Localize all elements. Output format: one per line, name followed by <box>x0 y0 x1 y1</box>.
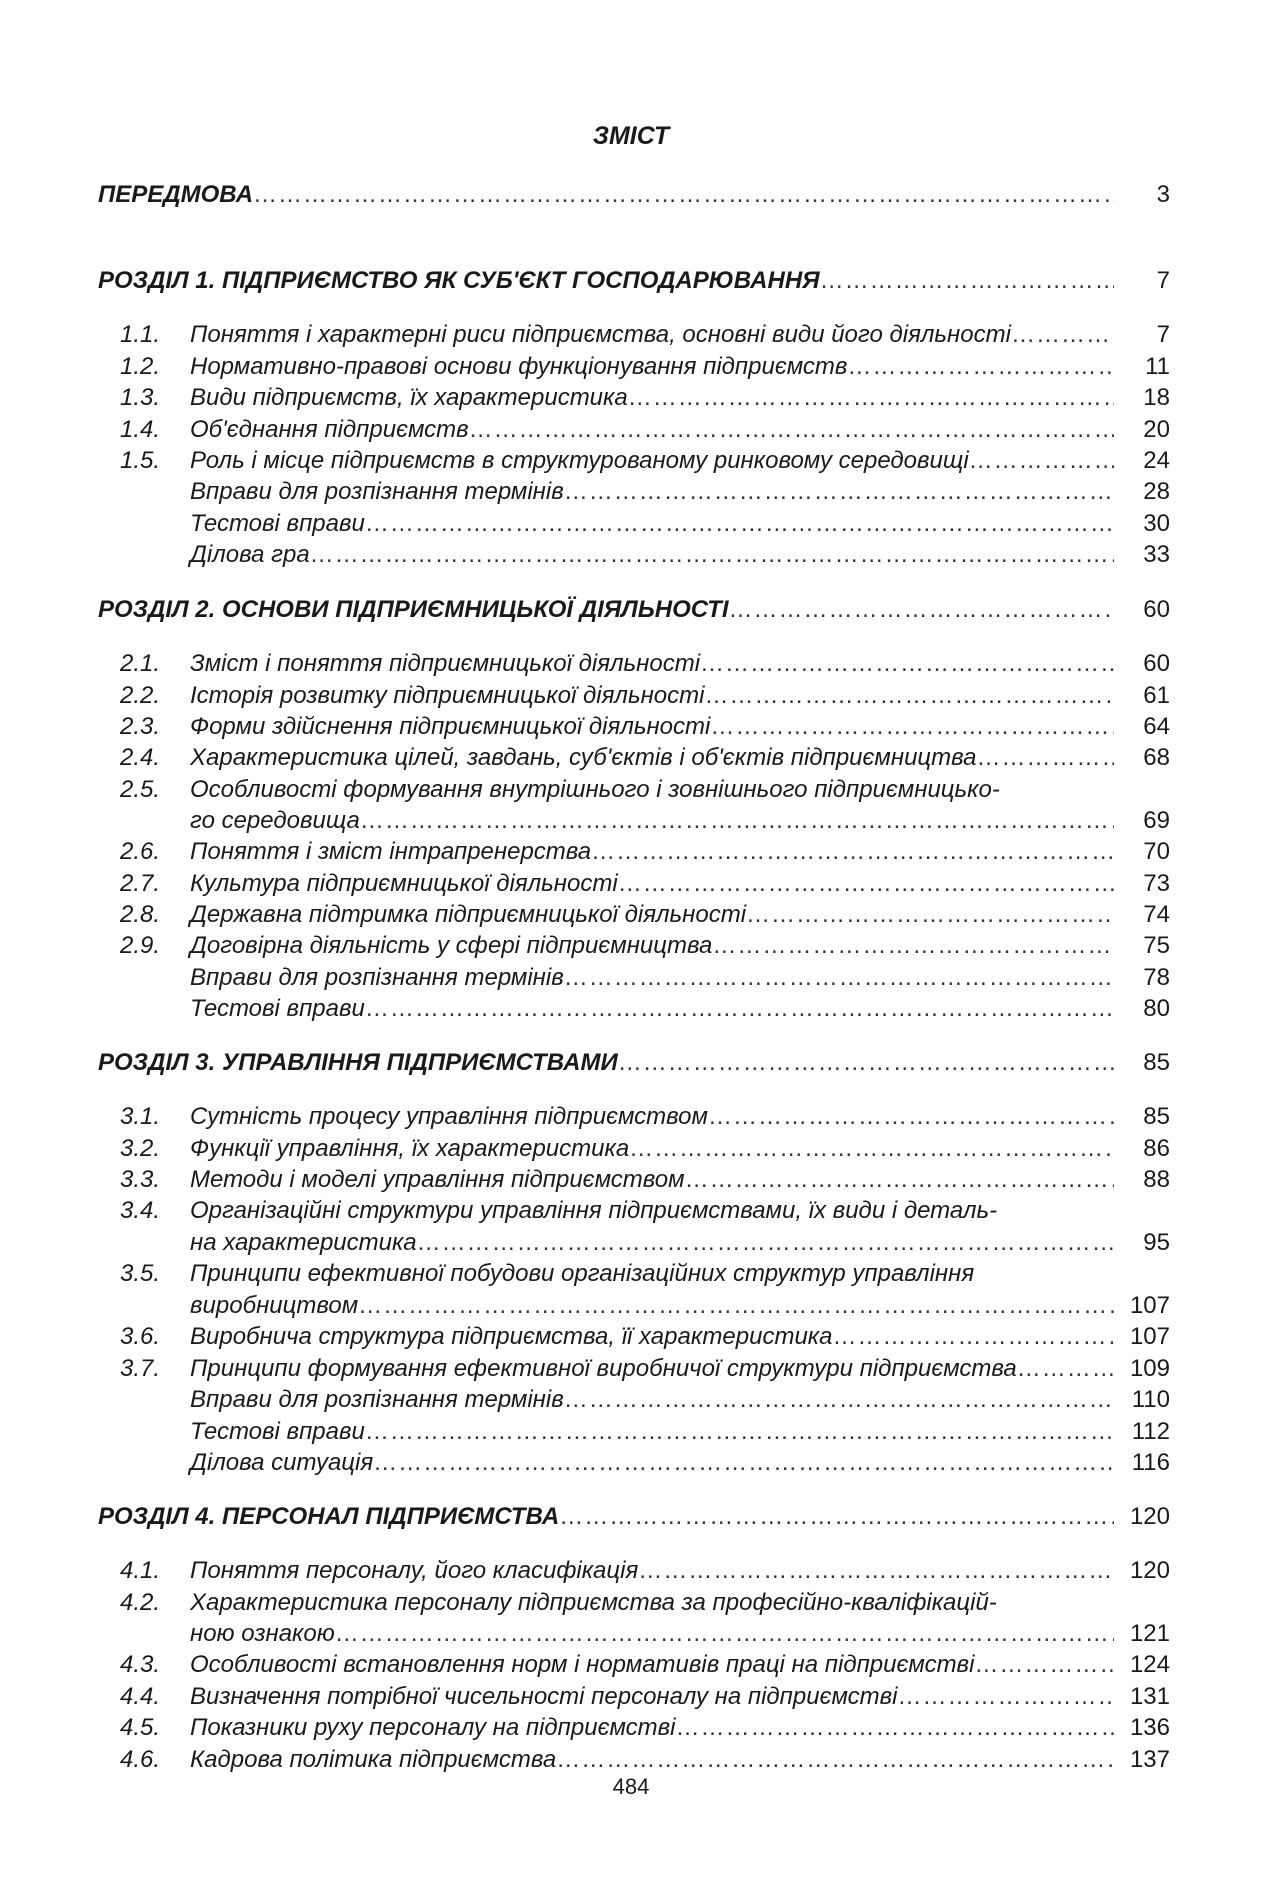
toc-entry-title: Роль і місце підприємств в структурованому ринковому середовищі <box>190 447 969 474</box>
toc-entry-page: 3 <box>1156 181 1170 208</box>
toc-entry-title: Особливості формування внутрішнього і зовнішнього підприємницько- <box>190 776 1000 803</box>
dot-leader <box>976 742 1114 773</box>
dot-leader <box>559 1501 1114 1532</box>
dot-leader <box>628 382 1114 413</box>
page-number: 484 <box>612 1774 650 1799</box>
dot-leader <box>629 1133 1114 1164</box>
dot-leader <box>618 868 1114 899</box>
toc-entry-page: 116 <box>1131 1449 1170 1476</box>
toc-entry-number: 1.2. <box>120 353 161 380</box>
toc-entry-title: Тестові вправи <box>190 510 365 537</box>
dot-leader <box>591 836 1114 867</box>
toc-entry-number: 4.1. <box>120 1557 161 1584</box>
toc-entry-title: РОЗДІЛ 1. ПІДПРИЄМСТВО ЯК СУБ'ЄКТ ГОСПОДАРЮВАННЯ <box>98 267 820 294</box>
toc-entry-page: 61 <box>1143 682 1170 709</box>
toc-entry-title: Методи і моделі управління підприємством <box>190 1166 685 1193</box>
toc-entry-title: Ділова гра <box>190 541 310 568</box>
toc-entry-number: 2.5. <box>120 776 161 803</box>
toc-entry-title: Поняття і зміст інтрапренерства <box>190 838 592 865</box>
toc-entry-title: на характеристика <box>190 1229 417 1256</box>
toc-entry-number: 1.1. <box>120 321 161 348</box>
dot-leader <box>253 179 1114 210</box>
toc-entry-number: 3.7. <box>120 1355 161 1382</box>
toc-entry-title: Культура підприємницької діяльності <box>190 870 618 897</box>
toc-entry-title: Види підприємств, їх характеристика <box>190 384 628 411</box>
dot-leader <box>685 1164 1114 1195</box>
dot-leader <box>1017 1353 1114 1384</box>
dot-leader <box>1011 319 1114 350</box>
toc-entry-page: 68 <box>1143 744 1170 771</box>
toc-entry-title: Функції управління, їх характеристика <box>190 1135 630 1162</box>
toc-entry-title: Тестові вправи <box>190 1418 365 1445</box>
dot-leader <box>556 1744 1114 1775</box>
toc-entry-title: Кадрова політика підприємства <box>190 1746 557 1773</box>
toc-entry-page: 121 <box>1129 1620 1170 1647</box>
toc-entry-page: 69 <box>1143 807 1170 834</box>
toc-entry-number: 3.4. <box>120 1197 161 1224</box>
dot-leader <box>746 899 1114 930</box>
toc-entry-title: Вправи для розпізнання термінів <box>190 1386 564 1413</box>
toc-entry-title: Історія розвитку підприємницької діяльності <box>190 682 705 709</box>
toc-entry-title: Зміст і поняття підприємницької діяльності <box>190 650 701 677</box>
toc-entry-page: 136 <box>1129 1714 1170 1741</box>
toc-entry-title: Сутність процесу управління підприємством <box>190 1103 708 1130</box>
toc-entry-page: 73 <box>1143 870 1170 897</box>
toc-entry-page: 131 <box>1129 1683 1170 1710</box>
toc-entry-title: Об'єднання підприємств <box>190 416 469 443</box>
toc-entry-title: Вправи для розпізнання термінів <box>190 964 564 991</box>
dot-leader <box>564 476 1114 507</box>
toc-entry-title: ною ознакою <box>190 1620 335 1647</box>
toc-entry-page: 107 <box>1129 1292 1170 1319</box>
toc-entry-title: Організаційні структури управління підприємствами, їх види і деталь- <box>190 1197 998 1224</box>
toc-entry-number: 2.2. <box>120 682 161 709</box>
toc-entry-title: Принципи ефективної побудови організаційних структур управління <box>190 1260 975 1287</box>
dot-leader <box>832 1321 1114 1352</box>
toc-entry-page: 7 <box>1156 267 1170 294</box>
toc-entry-page: 124 <box>1129 1651 1170 1678</box>
toc-entry-title: виробництвом <box>190 1292 359 1319</box>
toc-entry-page: 60 <box>1143 650 1170 677</box>
toc-entry-page: 30 <box>1143 510 1170 537</box>
toc-entry-page: 120 <box>1129 1557 1170 1584</box>
toc-entry-title: Нормативно-правові основи функціонування підприємств <box>190 353 848 380</box>
toc-entry-number: 2.8. <box>120 901 161 928</box>
toc-entry-page: 24 <box>1143 447 1170 474</box>
toc-entry-page: 74 <box>1143 901 1170 928</box>
toc-entry-title: Характеристика персоналу підприємства за професійно-кваліфікацій- <box>190 1589 997 1616</box>
toc-entry-page: 95 <box>1143 1229 1170 1256</box>
dot-leader <box>365 508 1114 539</box>
toc-entry-page: 120 <box>1129 1503 1170 1530</box>
toc-entry-number: 4.4. <box>120 1683 161 1710</box>
dot-leader <box>820 265 1114 296</box>
toc-entry-title: РОЗДІЛ 2. ОСНОВИ ПІДПРИЄМНИЦЬКОЇ ДІЯЛЬНОСТІ <box>98 596 729 623</box>
toc-entry-number: 2.6. <box>120 838 161 865</box>
dot-leader <box>564 1384 1114 1415</box>
dot-leader <box>974 1649 1114 1680</box>
toc-entry-number: 2.3. <box>120 713 161 740</box>
dot-leader <box>676 1712 1115 1743</box>
toc-entry-title: Договірна діяльність у сфері підприємництва <box>190 932 713 959</box>
dot-leader <box>365 1416 1114 1447</box>
toc-entry-page: 107 <box>1129 1323 1170 1350</box>
dot-leader <box>335 1618 1114 1649</box>
dot-leader <box>417 1227 1114 1258</box>
toc-entry-page: 7 <box>1156 321 1170 348</box>
toc-entry-title: Визначення потрібної чисельності персоналу на підприємстві <box>190 1683 898 1710</box>
toc-entry-number: 3.2. <box>120 1135 161 1162</box>
toc-entry-number: 3.6. <box>120 1323 161 1350</box>
dot-leader <box>712 930 1114 961</box>
dot-leader <box>704 680 1114 711</box>
toc-entry-page: 33 <box>1143 541 1170 568</box>
dot-leader <box>564 962 1114 993</box>
toc-entry-page: 75 <box>1143 932 1170 959</box>
toc-entry-title: го середовища <box>190 807 360 834</box>
toc-entry-page: 20 <box>1143 416 1170 443</box>
dot-leader <box>847 351 1114 382</box>
toc-entry-page: 64 <box>1143 713 1170 740</box>
table-of-contents <box>98 0 1170 1889</box>
dot-leader <box>728 594 1114 625</box>
toc-entry-number: 2.7. <box>120 870 161 897</box>
toc-entry-page: 88 <box>1143 1166 1170 1193</box>
toc-entry-number: 1.4. <box>120 416 161 443</box>
toc-entry-number: 2.9. <box>120 932 161 959</box>
toc-entry-number: 1.5. <box>120 447 161 474</box>
dot-leader <box>373 1447 1114 1478</box>
toc-entry-page: 112 <box>1131 1418 1170 1445</box>
toc-entry-title: Виробнича структура підприємства, її характеристика <box>190 1323 833 1350</box>
toc-entry-page: 109 <box>1129 1355 1170 1382</box>
dot-leader <box>618 1047 1114 1078</box>
dot-leader <box>358 1290 1114 1321</box>
toc-entry-page: 11 <box>1145 353 1170 380</box>
toc-entry-title: Особливості встановлення норм і нормативів праці на підприємстві <box>190 1651 975 1678</box>
toc-entry-title: Принципи формування ефективної виробничої структури підприємства <box>190 1355 1017 1382</box>
toc-entry-number: 4.2. <box>120 1589 161 1616</box>
toc-entry-page: 78 <box>1143 964 1170 991</box>
dot-leader <box>360 805 1114 836</box>
toc-entry-page: 18 <box>1143 384 1170 411</box>
toc-entry-page: 28 <box>1143 478 1170 505</box>
toc-entry-title: Державна підтримка підприємницької діяльності <box>190 901 747 928</box>
toc-entry-title: Поняття і характерні риси підприємства, основні види його діяльності <box>190 321 1011 348</box>
toc-entry-page: 85 <box>1143 1103 1170 1130</box>
dot-leader <box>710 711 1114 742</box>
dot-leader <box>969 445 1114 476</box>
toc-entry-number: 2.4. <box>120 744 161 771</box>
toc-entry-title: Ділова ситуація <box>190 1449 374 1476</box>
toc-entry-number: 4.6. <box>120 1746 161 1773</box>
toc-entry-number: 3.1. <box>120 1103 161 1130</box>
toc-entry-title: Форми здійснення підприємницької діяльності <box>190 713 711 740</box>
dot-leader <box>638 1555 1114 1586</box>
toc-entry-page: 60 <box>1143 596 1170 623</box>
toc-entry-number: 3.3. <box>120 1166 161 1193</box>
dot-leader <box>469 414 1114 445</box>
dot-leader <box>700 648 1114 679</box>
toc-entry-number: 1.3. <box>120 384 161 411</box>
toc-entry-title: Поняття персоналу, його класифікація <box>190 1557 639 1584</box>
toc-entry-page: 110 <box>1131 1386 1170 1413</box>
toc-entry-title: Характеристика цілей, завдань, суб'єктів і об'єктів підприємництва <box>190 744 977 771</box>
toc-entry-page: 137 <box>1129 1746 1170 1773</box>
toc-entry-title: РОЗДІЛ 3. УПРАВЛІННЯ ПІДПРИЄМСТВАМИ <box>98 1049 618 1076</box>
page-title: ЗМІСТ <box>592 122 670 150</box>
toc-entry-title: ПЕРЕДМОВА <box>98 181 254 208</box>
dot-leader <box>898 1681 1115 1712</box>
toc-entry-number: 3.5. <box>120 1260 161 1287</box>
toc-entry-number: 2.1. <box>120 650 161 677</box>
dot-leader <box>708 1101 1114 1132</box>
dot-leader <box>310 539 1114 570</box>
toc-entry-page: 70 <box>1143 838 1170 865</box>
toc-entry-page: 80 <box>1143 995 1170 1022</box>
toc-entry-page: 86 <box>1143 1135 1170 1162</box>
toc-entry-number: 4.5. <box>120 1714 161 1741</box>
toc-entry-page: 85 <box>1143 1049 1170 1076</box>
toc-entry-title: Показники руху персоналу на підприємстві <box>190 1714 676 1741</box>
dot-leader <box>365 993 1114 1024</box>
toc-entry-title: РОЗДІЛ 4. ПЕРСОНАЛ ПІДПРИЄМСТВА <box>98 1503 560 1530</box>
toc-entry-title: Вправи для розпізнання термінів <box>190 478 564 505</box>
toc-entry-number: 4.3. <box>120 1651 161 1678</box>
toc-entry-title: Тестові вправи <box>190 995 365 1022</box>
